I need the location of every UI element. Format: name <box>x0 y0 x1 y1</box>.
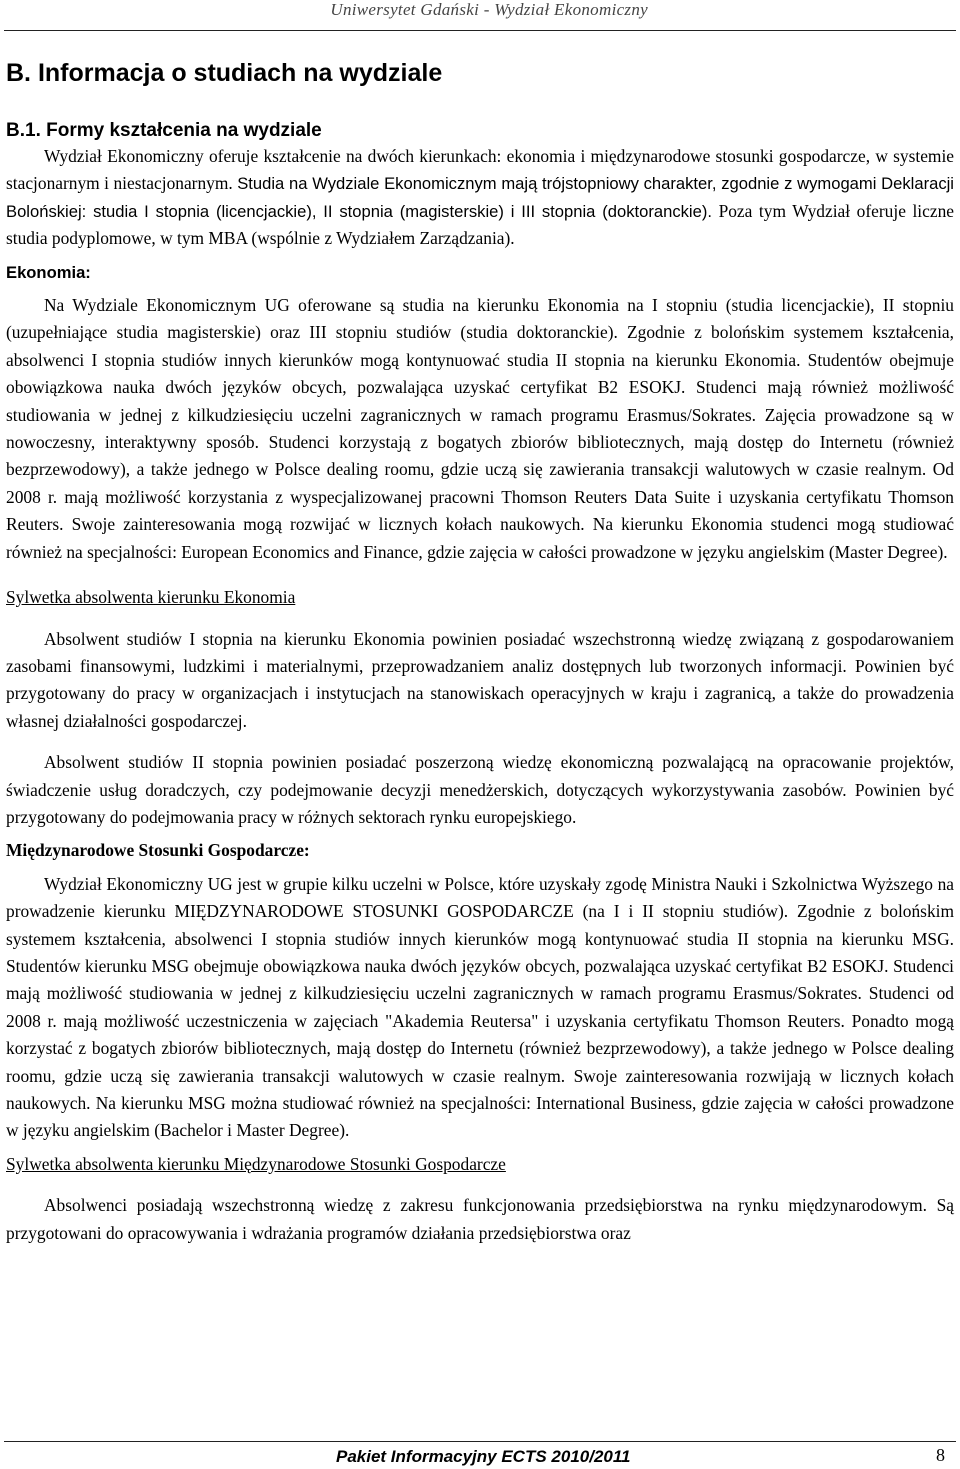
sylwetka-msg-para1: Absolwenci posiadają wszechstronną wiedzę z zakresu funkcjonowania przedsiębiorstwa na rynku międzynarodowym. Są przygotowani do opracowywania i wdrażania programów działania przedsiębiorstwa oraz <box>6 1195 954 1243</box>
page-header <box>0 0 960 34</box>
document-body <box>6 58 954 1247</box>
spacer <box>6 1178 954 1192</box>
footer-title: Pakiet Informacyjny ECTS 2010/2011 <box>336 1447 631 1466</box>
footer-rule <box>4 1441 956 1442</box>
intro-part2: Studia na Wydziale Ekonomicznym mają trójstopniowy charakter, zgodnie z wymogami Deklaracji Bolońskiej: studia I stopnia (licencjackie), II stopnia (magisterskie) i III stopnia (doktoranckie). <box>6 174 954 221</box>
spacer <box>6 566 954 584</box>
section-title: B. Informacja o studiach na wydziale <box>6 59 443 87</box>
sylwetka-ekonomia-title: Sylwetka absolwenta kierunku Ekonomia <box>6 587 296 608</box>
intro-part3: Poza tym Wydział oferuje liczne studia podyplomowe, w tym MBA (wspólnie z Wydziałem Zarządzania). <box>6 200 954 249</box>
msg-paragraph: Wydział Ekonomiczny UG jest w grupie kilku uczelni w Polsce, które uzyskały zgodę Ministra Nauki i Szkolnictwa Wyższego na prowadzenie kierunku MIĘDZYNARODOWE STOSUNKI GOSPODARCZE (na I i II stopniu studiów). Zgodnie z bolońskim systemem kształcenia, absolwenci I stopnia studiów innych kierunków mogą kontynuować studia II stopnia na kierunku MSG. Studentów kierunku MSG obejmuje obowiązkowa nauka dwóch języków obcych, pozwalająca uzyskać certyfikat B2 ESOKJ. Studenci mają możliwość studiowania w jednej z kilkudziesięciu uczelni zagranicznych w ramach programu Erasmus/Sokrates. Studenci od 2008 r. mają możliwość uczestniczenia w zajęciach "Akademia Reutersa" i uzyskania certyfikatu Thomson Reuters. Ponadto mogą korzystać z bogatych zbiorów bibliotecznych, mają dostęp do Internetu (również bezprzewodowy), a także jednego w Polsce dealing roomu, gdzie uczą się zawierania transakcji walutowych w czasie realnym. Swoje zainteresowania rozwijają w licznych kołach naukowych. Na kierunku MSG można studiować również na specjalności: International Business, gdzie zajęcia w całości prowadzone w języku angielskim (Bachelor i Master Degree). <box>6 873 954 1141</box>
intro-part1: Wydział Ekonomiczny oferuje kształcenie na dwóch kierunkach: ekonomia i międzynarodowe stosunki gospodarcze, w systemie stacjonarnym i niestacjonarnym. <box>6 146 954 194</box>
spacer <box>6 612 954 626</box>
sylwetka-ekonomia-para2: Absolwent studiów II stopnia powinien posiadać poszerzoną wiedzę ekonomiczną pozwalającą na opracowanie projektów, świadczenie usług doradczych, czy podejmowanie decyzji menedżerskich, dotyczących wykorzystywania zasobów. Powinien być przygotowany do podejmowania pracy w różnych sektorach rynku europejskiego. <box>6 752 954 827</box>
msg-label: Międzynarodowe Stosunki Gospodarcze: <box>6 840 310 861</box>
subsection-title: B.1. Formy kształcenia na wydziale <box>6 120 322 141</box>
sylwetka-msg-title: Sylwetka absolwenta kierunku Międzynarodowe Stosunki Gospodarcze <box>6 1153 506 1174</box>
sylwetka-ekonomia-para1: Absolwent studiów I stopnia na kierunku Ekonomia powinien posiadać wszechstronną wiedzę związaną z gospodarowaniem zasobami finansowymi, ludzkimi i materialnymi, przeprowadzaniem analiz dostępnych lub tworzonych informacji. Powinien być przygotowany do pracy w organizacjach i instytucjach na stanowiskach operacyjnych w kraju i zagranicą, a także do prowadzenia własnej działalności gospodarczej. <box>6 628 954 731</box>
intro-paragraph <box>6 143 954 253</box>
spacer <box>6 735 954 749</box>
ekonomia-paragraph: Na Wydziale Ekonomicznym UG oferowane są studia na kierunku Ekonomia na I stopniu (studia licencjackie), II stopniu (uzupełniające studia magisterskie) oraz III stopniu studiów (studia doktoranckie). Zgodnie z bolońskim systemem kształcenia, absolwenci I stopnia studiów innych kierunków mogą kontynuować studia II stopnia na kierunku Ekonomia. Studentów obejmuje obowiązkowa nauka dwóch języków obcych, pozwalająca uzyskać certyfikat B2 ESOKJ. Studenci mają również możliwość studiowania w jednej z kilkudziesięciu uczelni zagranicznych w ramach programu Erasmus/Sokrates. Zajęcia prowadzone są w nowoczesny, interaktywny sposób. Studenci korzystają z bogatych zbiorów bibliotecznych, mają dostęp do Internetu (również bezprzewodowy), a także jednego w Polsce dealing roomu, gdzie uczą się zawierania transakcji walutowych w czasie realnym. Od 2008 r. mają możliwość korzystania z wyspecjalizowanej pracowni Thomson Reuters Data Suite i uzyskania certyfikatu Thomson Reuters. Swoje zainteresowania mogą rozwijać w licznych kołach naukowych. Na kierunku Ekonomia studenci mogą studiować również na specjalności: European Economics and Finance, gdzie zajęcia w całości prowadzone w języku angielskim (Master Degree). <box>6 295 954 562</box>
page-number: 8 <box>936 1445 945 1465</box>
header-title: Uniwersytet Gdański - Wydział Ekonomiczny <box>330 0 648 19</box>
ekonomia-label: Ekonomia: <box>6 262 91 282</box>
header-rule <box>4 30 956 31</box>
